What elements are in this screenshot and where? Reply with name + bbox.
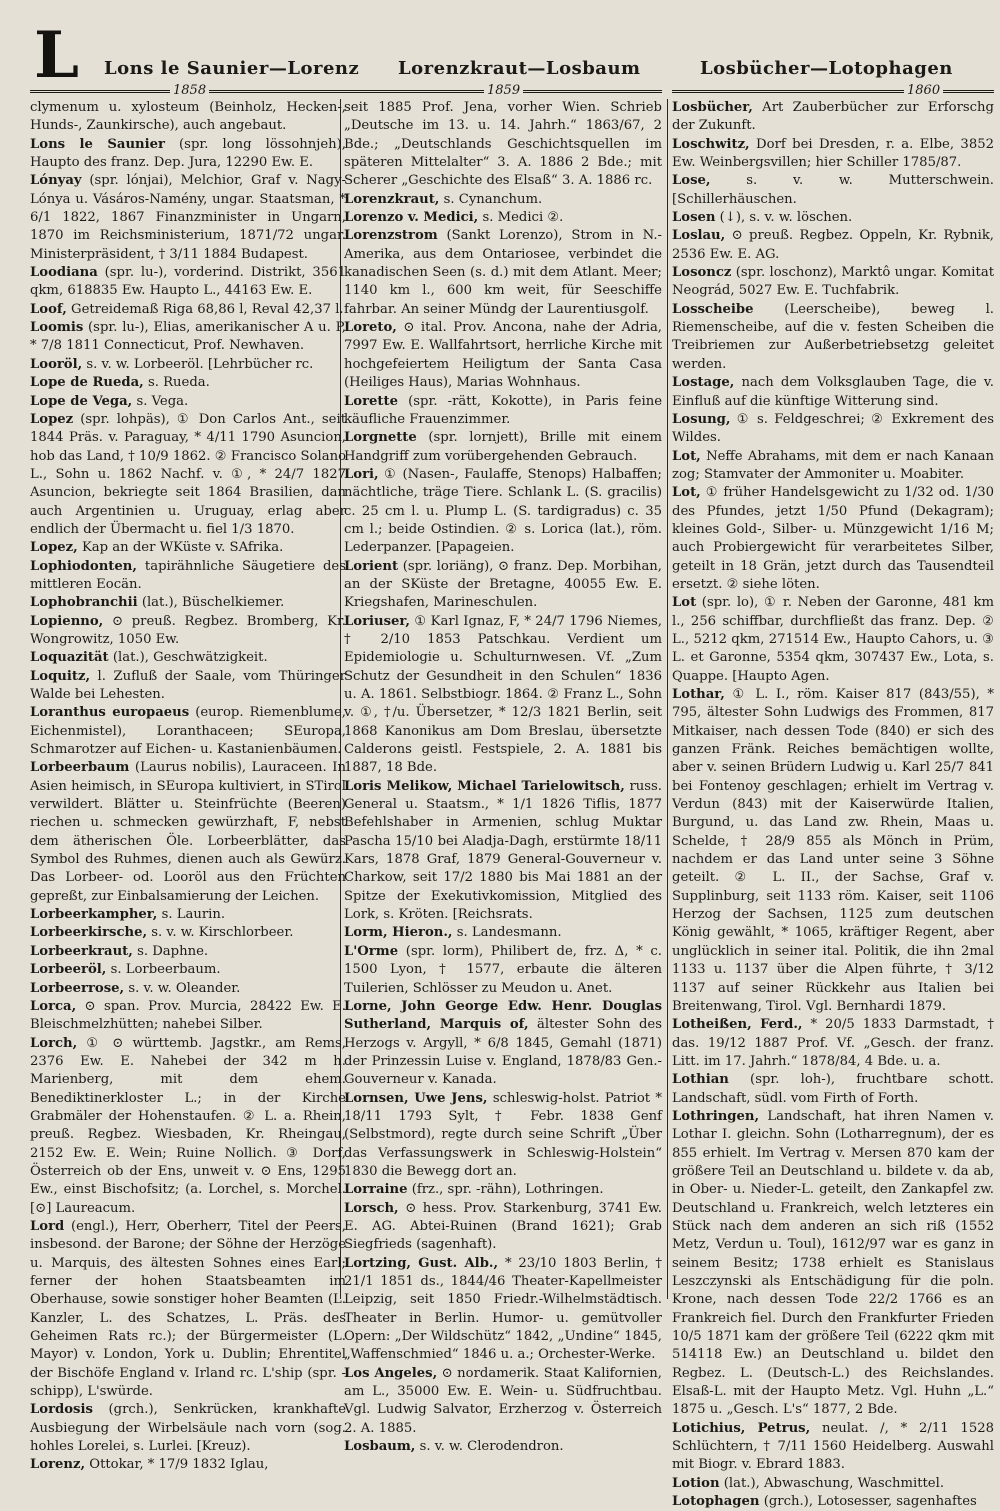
entry-text: russ. General u. Staatsm., * 1/1 1826 Tiflis, 1877 Befehlshaber in Armenien, schlug Muktar Pascha 15/10 bei Aladja-Dagh, erstürmte 18/11 Kars, 1878 Graf, 1879 General-Gouverneur v. Charkow, seit 17/2 1880 bis Mai 1881 an der Spitze der Exekutivkomission, Mitglied des Lork, s. Kröten. [Reichsrats. (344, 778, 662, 923)
entry-headword: Lot, (672, 485, 701, 501)
dictionary-entry (344, 1181, 662, 1199)
dictionary-entry (344, 778, 662, 925)
entry-text: s. Cynanchum. (439, 191, 543, 207)
entry-headword: Lorne, John George Edw. Henr. Douglas Sutherland, Marquis of, (344, 998, 662, 1033)
entry-headword: Lortzing, Gust. Alb., (344, 1255, 499, 1271)
entry-text: ① L. I., röm. Kaiser 817 (843/55), * 795, ältester Sohn Ludwigs des Frommen, 817 Mitkaiser, nach dessen Tode (840) er sich des ganzen Fränk. Reiches bemächtigen wollte, aber v. seinen Brüdern Ludwig u. Karl 25/7 841 bei Fontenoy geschlagen; erhielt im Vertrag v. Verdun (843) mit der Kaiserwürde Italien, Burgund, u. das Land zw. Rhein, Maas u. Schelde, † 28/9 855 als Mönch in Prüm, nachdem er das Land unter seine 3 Söhne geteilt. ② L. II., der Sachse, Graf v. Supplinburg, seit 1133 röm. Kaiser, seit 1106 Herzog der Sachsen, 1125 zum deutschen König gewählt, * 1065, kräftiger Regent, aber unglücklich in seiner ital. Politik, die ihn 2mal 1133 u. 1137 über die Alpen führte, † 3/12 1137 auf seiner Rückkehr aus Italien bei Breitenwang, Tirol. Vgl. Bernhardi 1879. (672, 687, 994, 1014)
entry-text: ① (Nasen-, Faulaffe, Stenops) Halbaffen; nächtliche, träge Tiere. Schlank L. (S. gracilis) c. 25 cm l. u. Plump L. (S. tardigradus) c. 35 cm l.; beide Ostindien. ② s. Lorica (lat.), röm. Lederpanzer. [Papageien. (344, 466, 662, 556)
entry-headword: Lorbeerrose, (30, 980, 125, 996)
entry-headword: Lot, (672, 448, 701, 464)
entry-headword: Loomis (30, 320, 84, 336)
entry-headword: Loreto, (344, 320, 397, 336)
dictionary-entry (344, 429, 662, 466)
entry-headword: Lori, (344, 466, 379, 482)
entry-headword: Lope de Vega, (30, 393, 133, 409)
dictionary-entry (344, 393, 662, 430)
entry-headword: Lorenzstrom (344, 228, 438, 244)
dictionary-entry (672, 264, 994, 301)
entry-headword: Lorca, (30, 998, 77, 1014)
dictionary-entry (344, 613, 662, 778)
double-rule (672, 90, 994, 93)
entry-headword: Losscheibe (672, 301, 754, 317)
entry-headword: Lornsen, Uwe Jens, (344, 1090, 488, 1106)
dictionary-entry (30, 1456, 346, 1474)
dictionary-entry (672, 301, 994, 374)
entry-text: tapirähnliche Säugetiere des mittleren Eocän. (30, 558, 346, 592)
entry-headword: Lordosis (30, 1402, 93, 1418)
entry-headword: Lorette (344, 393, 398, 409)
entry-headword: Lope de Rueda, (30, 375, 144, 391)
entry-headword: Lorenzo v. Medici, (344, 210, 479, 226)
dictionary-entry (672, 374, 994, 411)
dictionary-entry (672, 1420, 994, 1475)
dictionary-entry (30, 411, 346, 539)
dictionary-entry (30, 99, 346, 136)
dictionary-entry (30, 649, 346, 667)
entry-headword: Lotophagen (672, 1494, 760, 1510)
entry-text: (spr. loriäng), ⊙ franz. Dep. Morbihan, an der SKüste der Bretagne, 40055 Ew. E. Kriegshafen, Marineschulen. (344, 558, 662, 611)
dictionary-entry (344, 1438, 662, 1456)
section-initial-letter: L (34, 18, 79, 93)
entry-text: (lat.), Geschwätzigkeit. (108, 650, 268, 666)
entry-headword: Lorbeerkirsche, (30, 925, 148, 941)
entry-text: s. Landesmann. (452, 925, 562, 941)
entry-headword: L'Orme (344, 943, 399, 959)
entry-text: nach dem Volksglauben Tage, die v. Einfluß auf die künftige Witterung sind. (672, 375, 994, 409)
column-divider (667, 99, 668, 1299)
entry-headword: Losbaum, (344, 1439, 416, 1455)
entry-headword: Loquitz, (30, 668, 91, 684)
dictionary-entry (672, 172, 994, 209)
entry-headword: Lot (672, 595, 697, 611)
entry-text: ⊙ ital. Prov. Ancona, nahe der Adria, 7997 Ew. E. Wallfahrtsort, herrliche Kirche mit hochgefeiertem Heiligtum der Santa Casa (Heiliges Haus), Marias Wohnhaus. (344, 320, 662, 391)
dictionary-entry (672, 411, 994, 448)
entry-text: ⊙ preuß. Regbez. Oppeln, Kr. Rybnik, 2536 Ew. E. AG. (672, 228, 994, 262)
dictionary-entry (30, 374, 346, 392)
entry-text: (spr. loh-), fruchtbare schott. Landschaft, südl. vom Firth of Forth. (672, 1072, 994, 1106)
entry-text: s. Laurin. (157, 907, 226, 923)
entry-text: s. v. w. Mutterschwein. [Schillerhäuschen. (672, 173, 994, 207)
dictionary-entry (344, 924, 662, 942)
entry-text: (europ. Riemenblume, Eichenmistel), Loranthaceen; SEuropa, Schmarotzer auf Eichen- u. Kastanienbäumen. (30, 705, 346, 758)
entry-headword: Los Angeles, (344, 1365, 438, 1381)
dictionary-entry (30, 759, 346, 906)
entry-text: (grch.), Senkrücken, krankhafte Ausbiegung der Wirbelsäule nach vorn (sog. hohles Lorelei, s. Lurlei. [Kreuz). (30, 1402, 346, 1455)
entry-text: schleswig-holst. Patriot * 18/11 1793 Sylt, † Febr. 1838 Genf (Selbstmord), regte durch seine Schrift „Über das Verfassungswerk in Schleswig-Holstein“ 1830 die Bewegg dort an. (344, 1090, 663, 1179)
column-rule-center (344, 84, 662, 98)
dictionary-entry (30, 393, 346, 411)
entry-headword: Loriuser, (344, 613, 411, 629)
dictionary-entry (30, 998, 346, 1035)
dictionary-entry (30, 1401, 346, 1456)
entry-text: * 20/5 1833 Darmstadt, † das. 19/12 1887 Prof. Vf. „Gesch. der franz. Litt. im 17. Jahrh.“ 1878/84, 4 Bde. u. a. (672, 1017, 994, 1069)
dictionary-entry (30, 172, 346, 264)
dictionary-entry (30, 319, 346, 356)
column-center (344, 99, 662, 1456)
dictionary-entry (344, 998, 662, 1090)
entry-headword: Losung, (672, 411, 731, 427)
dictionary-entry (672, 136, 994, 173)
entry-headword: Lorbeerkampher, (30, 907, 158, 923)
entry-headword: Loof, (30, 301, 67, 317)
entry-text: s. Lorbeerbaum. (106, 962, 221, 978)
dictionary-entry (672, 1016, 994, 1071)
entry-text: Kap an der WKüste v. SAfrika. (77, 540, 284, 556)
entry-text: s. Daphne. (132, 943, 209, 959)
running-head-center: Lorenzkraut—Losbaum (398, 58, 641, 79)
dictionary-entry (672, 99, 994, 136)
entry-headword: Losoncz (672, 265, 732, 281)
entry-headword: Lorch, (30, 1035, 78, 1051)
page-number-center: 1859 (484, 83, 523, 98)
dictionary-entry (30, 613, 346, 650)
entry-text: (Sankt Lorenzo), Strom in N.-Amerika, aus dem Ontariosee, verbindet die kanadischen Seen (s. d.) mit dem Atlant. Meer; 1140 km l., 600 km weit, für Seeschiffe fahrbar. An seiner Mündg der Laurentiusgolf. (344, 228, 662, 317)
entry-text: (Leerscheibe), beweg l. Riemenscheibe, auf die v. festen Scheiben die Treibriemen zur Außerbetriebsetzg geleitet werden. (672, 301, 994, 372)
entry-headword: Lorient (344, 558, 399, 574)
dictionary-entry (30, 961, 346, 979)
dictionary-entry (344, 466, 662, 558)
entry-text: neulat. /, * 2/11 1528 Schlüchtern, † 7/11 1560 Heidelberg. Auswahl mit Biogr. v. Ebrard 1883. (672, 1420, 994, 1473)
entry-text: Ottokar, * 17/9 1832 Iglau, (85, 1457, 269, 1473)
entry-text: (spr. loschonz), Marktô ungar. Komitat Neográd, 5027 Ew. E. Tuchfabrik. (672, 265, 994, 299)
entry-headword: Lorbeeröl, (30, 962, 107, 978)
dictionary-entry (30, 558, 346, 595)
entry-text: s. Medici ②. (478, 210, 564, 226)
dictionary-entry (672, 448, 994, 485)
dictionary-entry (672, 227, 994, 264)
entry-text: s. v. w. Lorbeeröl. [Lehrbücher rc. (82, 356, 314, 372)
entry-text: ⊙ preuß. Regbez. Bromberg, Kr. Wongrowitz, 1050 Ew. (30, 613, 346, 647)
entry-text: (spr. -rätt, Kokotte), in Paris feine käufliche Frauenzimmer. (344, 393, 662, 427)
entry-headword: Lorm, Hieron., (344, 925, 453, 941)
entry-text: ① ⊙ württemb. Jagstkr., am Rems, 2376 Ew. E. Nahebei der 342 m h. Marienberg, mit dem ehem. Benediktinerkloster L.; in der Kirche Grabmäler der Hohenstaufen. ② L. a. Rhein, preuß. Regbez. Wiesbaden, Kr. Rheingau, 2152 Ew. E. Wein; Ruine Nollich. ③ Dorf, Österreich ob der Ens, unweit v. ⊙ Ens, 1295 Ew., einst Bischofsitz; (a. Lorchel, s. Morchel. [⊙] Laureacum. (30, 1035, 346, 1216)
dictionary-entry (30, 906, 346, 924)
dictionary-entry (30, 943, 346, 961)
entry-text: ⊙ span. Prov. Murcia, 28422 Ew. E. Bleischmelzhütten; nahebei Silber. (30, 998, 346, 1033)
entry-text: (spr. lornjett), Brille mit einem Handgriff zum vorübergehenden Gebrauch. (344, 430, 662, 464)
dictionary-entry (344, 1200, 662, 1255)
entry-headword: Loslau, (672, 228, 726, 244)
entry-headword: Lotichius, Petrus, (672, 1420, 811, 1436)
page-number-left: 1858 (170, 83, 209, 98)
dictionary-entry (344, 227, 662, 319)
dictionary-entry (30, 668, 346, 705)
dictionary-entry (344, 1090, 662, 1182)
dictionary-entry (30, 594, 346, 612)
dictionary-entry (30, 301, 346, 319)
entry-text: (spr. lorm), Philibert de, frz. Δ, * c. 1500 Lyon, † 1577, erbaute die älteren Tuilerien, Schlösser zu Meudon u. Anet. (344, 943, 662, 996)
entry-headword: Loschwitz, (672, 136, 750, 152)
entry-headword: Lorbeerkraut, (30, 943, 133, 959)
entry-headword: Lotheißen, Ferd., (672, 1017, 803, 1033)
entry-text: Dorf bei Dresden, r. a. Elbe, 3852 Ew. Weinbergsvillen; hier Schiller 1785/87. (672, 136, 994, 171)
entry-text: Art Zauberbücher zur Erforschg der Zukunft. (672, 100, 994, 134)
entry-text: ⊙ hess. Prov. Starkenburg, 3741 Ew. E. AG. Abtei-Ruinen (Brand 1621); Grab Siegfrieds (sagenhaft). (344, 1200, 662, 1253)
entry-text: (frz., spr. -rähn), Lothringen. (407, 1182, 604, 1198)
dictionary-entry (344, 319, 662, 392)
entry-headword: Lothar, (672, 687, 725, 702)
column-left (30, 99, 346, 1475)
entry-text: s. Rueda. (143, 375, 210, 391)
entry-text: ⊙ nordamerik. Staat Kalifornien, am L., 35000 Ew. E. Wein- u. Südfruchtbau. Vgl. Ludwig Salvator, Erzherzog v. Österreich 2. A. 1885. (344, 1365, 662, 1436)
dictionary-entry (30, 264, 346, 301)
entry-headword: Loquazität (30, 650, 109, 666)
entry-text: (grch.), Lotosesser, sagenhaftes (759, 1494, 977, 1510)
dictionary-entry (344, 99, 662, 191)
entry-text: ① s. Feldgeschrei; ② Exkrement des Wildes. (672, 411, 994, 446)
entry-headword: Lothian (672, 1072, 729, 1088)
entry-headword: Lopez, (30, 540, 78, 556)
entry-text: clymenum u. xylosteum (Beinholz, Hecken-, Hunds-, Zaunkirsche), auch angebaut. (30, 100, 346, 134)
entry-headword: Lostage, (672, 375, 735, 391)
entry-headword: Lorsch, (344, 1200, 399, 1216)
entry-text: (spr. lónjai), Melchior, Graf v. Nagy-Lónya u. Vásáros-Namény, ungar. Staatsman, * 6/1 1822, 1867 Finanzminister in Ungarn, 1870 im Reichsministerium, 1871/72 ungar. Ministerpräsident, † 3/11 1884 Budapest. (30, 173, 346, 262)
entry-text: (engl.), Herr, Oberherr, Titel der Peers, insbesond. der Barone; der Söhne der Herzöge u. Marquis, des ältesten Sohnes eines Earl; ferner der hohen Staatsbeamten im Oberhause, sowie sonstiger hoher Beamten (L. Kanzler, L. des Schatzes, L. Präs. des Geheimen Rats rc.); der Bürgermeister (L. Mayor) v. London, York u. Dublin; Ehrentitel der Bischöfe England v. Irland rc. L'ship (spr. -schipp), L'swürde. (30, 1218, 346, 1400)
dictionary-entry (344, 943, 662, 998)
dictionary-entry (672, 594, 994, 686)
dictionary-entry (30, 136, 346, 173)
entry-text: * 23/10 1803 Berlin, † 21/1 1851 ds., 1844/46 Theater-Kapellmeister Leipzig, seit 1850 Friedr.-Wilhelmstädtisch. Theater in Berlin. Humor- u. gemütvoller Opern: „Der Wildschütz“ 1842, „Undine“ 1845, „Waffenschmied“ 1846 u. a.; Orchester-Werke. (344, 1255, 663, 1363)
entry-headword: Loodiana (30, 265, 98, 281)
dictionary-entry (672, 1493, 994, 1511)
entry-headword: Loris Melikow, Michael Tarielowitsch, (344, 778, 625, 794)
dictionary-entry (30, 924, 346, 942)
dictionary-entry (30, 1035, 346, 1218)
entry-text: (spr. lu-), vorderind. Distrikt, 3561 qkm, 618835 Ew. Haupto L., 44163 Ew. E. (30, 265, 346, 299)
entry-text: ältester Sohn des Herzogs v. Argyll, * 6/8 1845, Gemahl (1871) der Prinzessin Luise v. England, 1878/83 Gen.-Gouverneur v. Kanada. (344, 1017, 662, 1088)
entry-headword: Losbücher, (672, 100, 753, 115)
entry-text: (↓), s. v. w. löschen. (715, 210, 853, 226)
entry-text: s. Vega. (132, 393, 189, 409)
dictionary-entry (30, 539, 346, 557)
running-head-right: Losbücher—Lotophagen (700, 58, 953, 79)
entry-text: Getreidemaß Riga 68,86 l, Reval 42,37 l. (66, 301, 344, 317)
entry-headword: Losen (672, 210, 716, 226)
dictionary-entry (672, 1108, 994, 1420)
dictionary-entry (30, 980, 346, 998)
running-head-left: Lons le Saunier—Lorenz (104, 58, 360, 79)
dictionary-entry (344, 558, 662, 613)
entry-headword: Lopienno, (30, 613, 104, 629)
dictionary-entry (672, 686, 994, 1016)
dictionary-entry (672, 209, 994, 227)
entry-headword: Lopez (30, 411, 74, 427)
entry-text: (lat.), Büschelkiemer. (137, 595, 285, 611)
entry-text: seit 1885 Prof. Jena, vorher Wien. Schrieb „Deutsche im 13. u. 14. Jahrh.“ 1863/67, 2 Bde.; „Deutschlands Geschichtsquellen im späteren Mittelalter“ 3. A. 1886 2 Bde.; mit Scherer „Geschichte des Elsaß“ 3. A. 1886 rc. (344, 100, 662, 189)
entry-headword: Lorbeerbaum (30, 760, 130, 776)
dictionary-entry (344, 1365, 662, 1438)
entry-headword: Lotion (672, 1475, 720, 1491)
entry-headword: Lorenzkraut, (344, 191, 440, 207)
entry-headword: Lose, (672, 173, 711, 189)
entry-headword: Lorgnette (344, 430, 417, 446)
entry-text: s. v. w. Clerodendron. (415, 1439, 564, 1455)
entry-headword: Lord (30, 1218, 65, 1234)
page-number-right: 1860 (904, 83, 943, 98)
entry-text: s. v. w. Oleander. (124, 980, 241, 996)
entry-headword: Loranthus europaeus (30, 705, 190, 721)
entry-text: ① früher Handelsgewicht zu 1/32 od. 1/30 des Pfundes, jetzt 1/50 Pfund (Dekagram); kleines Gold-, Silber- u. Münzgewicht 1/16 M; auch Probiergewicht für verarbeitetes Silber, geteilt in 18 Grän, jetzt durch das Tausendteil ersetzt. ② siehe löten. (672, 485, 994, 592)
dictionary-entry (30, 704, 346, 759)
entry-text: l. Zufluß der Saale, vom Thüringer Walde bei Lehesten. (30, 668, 346, 702)
entry-text: (lat.), Abwaschung, Waschmittel. (719, 1475, 945, 1491)
column-rule-right (672, 84, 994, 98)
entry-headword: Lorenz, (30, 1457, 86, 1473)
column-rule-left (30, 84, 346, 98)
entry-text: ① Karl Ignaz, F, * 24/7 1796 Niemes, † 2/10 1853 Patschkau. Verdient um Epidemiologie u. Schulturnwesen. Vf. „Zum Schutz der Gesundheit in den Schulen“ 1836 u. A. 1861. Selbstbiogr. 1864. ② Franz L., Sohn v. ①, †/u. Übersetzer, * 12/3 1821 Berlin, seit 1868 Kanonikus am Dom Breslau, übersetzte Calderons geistl. Festspiele, 2. A. 1881 bis 1887, 18 Bde. (344, 613, 662, 776)
entry-headword: Lothringen, (672, 1108, 760, 1124)
entry-text: Landschaft, hat ihren Namen v. Lothar I. gleichn. Sohn (Lotharregnum), der es 855 erhielt. Im Vertrag v. Mersen 870 kam der größere Teil an Deutschland u. bildete v. da ab, in Ober- u. Nieder-L. geteilt, den Zankapfel zw. Deutschland u. Frankreich, welch letzteres ein Stück nach dem anderen an sich riß (1552 Metz, Verdun u. Toul), 1612/97 war es ganz in seinem Besitz; 1738 erhielt es Stanislaus Leszczynski als Entschädigung für die poln. Krone, nach dessen Tode 22/2 1766 es an Frankreich fiel. Durch den Frankfurter Frieden 10/5 1871 kam der größere Teil (6222 qkm mit 514118 Ew.) an Deutschland u. bildet den Regbez. L. (Deutsch-L.) des Reichslandes. Elsaß-L. mit der Haupto Metz. Vgl. Huhn „L.“ 1875 u. „Gesch. L's“ 1877, 2 Bde. (672, 1108, 994, 1418)
dictionary-entry (672, 1475, 994, 1493)
entry-headword: Lophobranchii (30, 595, 138, 611)
entry-text: (Laurus nobilis), Lauraceen. In Asien heimisch, in SEuropa kultiviert, in STirol verwildert. Blätter u. Steinfrüchte (Beeren) riechen u. schmecken gewürzhaft, F, nebst dem ätherischen Öle. Lorbeerblätter, das Symbol des Ruhmes, dienen auch als Gewürz. Das Lorbeer- od. Looröl aus den Früchten gepreßt, zur Einbalsamierung der Leichen. (30, 760, 346, 904)
entry-headword: Lophiodonten, (30, 558, 137, 574)
column-right (672, 99, 994, 1511)
entry-headword: Looröl, (30, 356, 83, 372)
entry-headword: Lons le Saunier (30, 136, 165, 152)
dictionary-entry (344, 209, 662, 227)
entry-headword: Lónyay (30, 173, 82, 189)
entry-text: (spr. lo), ① r. Neben der Garonne, 481 km l., 256 schiffbar, durchfließt das franz. Dep. ② L., 5212 qkm, 271514 Ew., Haupto Cahors, u. ③ L. et Garonne, 5354 qkm, 307437 Ew., Lota, s. Quappe. [Haupto Agen. (672, 595, 994, 684)
entry-text: s. v. w. Kirschlorbeer. (147, 925, 294, 941)
dictionary-entry (672, 1071, 994, 1108)
dictionary-entry (344, 191, 662, 209)
entry-text: Neffe Abrahams, mit dem er nach Kanaan zog; Stamvater der Ammoniter u. Moabiter. (672, 448, 994, 482)
entry-text: (spr. long lössohnjeh), Haupto des franz. Dep. Jura, 12290 Ew. E. (30, 136, 346, 171)
entry-text: (spr. lohpäs), ① Don Carlos Ant., seit 1844 Präs. v. Paraguay, * 4/11 1790 Asuncion, hob das Land, † 10/9 1862. ② Francisco Solano L., Sohn u. 1862 Nachf. v. ①, * 24/7 1827 Asuncion, bekriegte seit 1864 Brasilien, dan auch Argentinien u. Uruguay, erlag aber endlich der Übermacht u. fiel 1/3 1870. (30, 411, 347, 537)
dictionary-entry (30, 356, 346, 374)
entry-headword: Lorraine (344, 1182, 408, 1198)
dictionary-entry (672, 484, 994, 594)
entry-text: (spr. lu-), Elias, amerikanischer A u. P, * 7/8 1811 Connecticut, Prof. Newhaven. (30, 320, 346, 354)
